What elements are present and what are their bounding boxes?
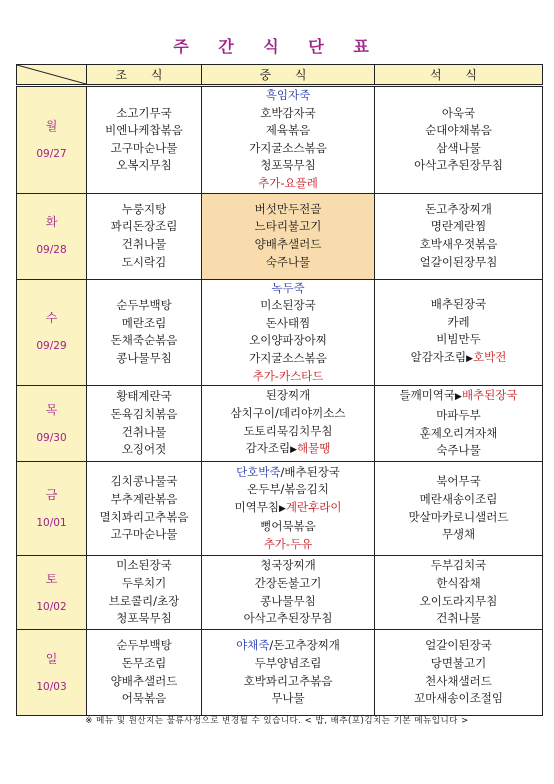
menu-item bbox=[202, 175, 374, 193]
menu-item-text: ▶ bbox=[278, 503, 286, 514]
menu-item bbox=[202, 673, 374, 691]
menu-item-text: 가지굴소스볶음 bbox=[249, 140, 327, 155]
day-cell bbox=[17, 556, 87, 630]
menu-item-text: 도토리묵김치무침 bbox=[243, 423, 333, 438]
menu-item bbox=[375, 314, 542, 332]
menu-item bbox=[202, 518, 374, 536]
menu-item-text: 미소된장국 bbox=[260, 298, 316, 313]
menu-item: 건취나물 bbox=[121, 237, 167, 252]
breakfast-cell bbox=[87, 630, 202, 716]
menu-item: 멸치꽈리고추볶음 bbox=[99, 509, 189, 524]
menu-item-text: 숙주나물 bbox=[436, 443, 481, 458]
breakfast-cell bbox=[87, 86, 202, 194]
day-date: 10/02 bbox=[36, 600, 67, 613]
menu-item-text: 비빔만두 bbox=[436, 332, 481, 347]
day-cell bbox=[17, 279, 87, 386]
header-breakfast: 조 식 bbox=[87, 65, 202, 86]
menu-item-text: 흑임자죽 bbox=[265, 88, 311, 102]
menu-item: 순두부백탕 bbox=[116, 638, 172, 653]
day-row bbox=[17, 386, 543, 462]
menu-item-text: 추가-카스타드 bbox=[252, 368, 324, 383]
menu-item: 브로콜리/초장 bbox=[108, 593, 180, 608]
dinner-cell bbox=[375, 386, 543, 462]
lunch-cell bbox=[202, 279, 375, 386]
menu-item: 순대야채볶음 bbox=[425, 123, 492, 138]
menu-item bbox=[202, 280, 374, 298]
menu-item bbox=[375, 442, 542, 460]
day-cell bbox=[17, 193, 87, 279]
menu-item bbox=[202, 297, 374, 315]
menu-item: 한식잡채 bbox=[436, 576, 481, 591]
dinner-cell bbox=[375, 630, 543, 716]
menu-item: 오복지무침 bbox=[116, 158, 172, 173]
day-row bbox=[17, 556, 543, 630]
menu-item: 두부김치국 bbox=[430, 558, 487, 573]
page-title: 주 간 식 단 표 bbox=[173, 37, 381, 56]
menu-item bbox=[202, 690, 374, 708]
menu-item bbox=[202, 315, 374, 333]
menu-item: 두루치기 bbox=[121, 576, 167, 591]
menu-item: 소고기무국 bbox=[116, 105, 172, 120]
menu-item-text: 훈제오리겨자채 bbox=[419, 425, 498, 440]
menu-item: 청포묵무침 bbox=[116, 611, 172, 626]
menu-item-text: 뻥어묵볶음 bbox=[260, 519, 316, 534]
menu-item: 돈채죽순볶음 bbox=[110, 333, 178, 348]
menu-item: 고구마순나물 bbox=[110, 140, 178, 155]
day-row bbox=[17, 86, 543, 194]
menu-item bbox=[202, 405, 374, 423]
lunch-cell bbox=[202, 193, 375, 279]
menu-item-text: 간장돈불고기 bbox=[254, 576, 322, 591]
menu-item bbox=[202, 368, 374, 386]
menu-item-text: 계란후라이 bbox=[285, 499, 342, 514]
menu-item bbox=[202, 157, 374, 175]
day-date: 10/03 bbox=[36, 680, 67, 693]
dinner-cell bbox=[375, 193, 543, 279]
menu-item: 어묵볶음 bbox=[121, 691, 167, 706]
menu-item: 북어무국 bbox=[436, 474, 481, 489]
menu-item-text: 돈사태찜 bbox=[265, 315, 311, 330]
day-date: 10/01 bbox=[36, 516, 67, 529]
menu-item bbox=[375, 349, 542, 369]
day-cell bbox=[17, 630, 87, 716]
menu-item bbox=[202, 332, 374, 350]
menu-item-text: 된장찌개 bbox=[265, 388, 311, 403]
day-name: 일 bbox=[45, 651, 58, 666]
day-name: 수 bbox=[45, 311, 58, 326]
day-cell bbox=[17, 86, 87, 194]
menu-item: 도시락김 bbox=[121, 254, 167, 269]
menu-item: 얼갈이된장무침 bbox=[419, 254, 498, 269]
menu-item bbox=[375, 387, 542, 407]
menu-item-text: 배추된장국 bbox=[430, 297, 487, 312]
menu-item: 부추계란볶음 bbox=[110, 492, 178, 507]
menu-item bbox=[202, 140, 374, 158]
menu-item-text: 제육볶음 bbox=[265, 123, 311, 138]
menu-item bbox=[202, 236, 374, 254]
menu-item bbox=[202, 87, 374, 105]
menu-item-text: 마파두부 bbox=[436, 408, 481, 423]
menu-item-text: 오이양파장아찌 bbox=[249, 333, 327, 348]
menu-item-text: 미역무침 bbox=[234, 499, 279, 514]
breakfast-cell bbox=[87, 386, 202, 462]
day-row bbox=[17, 630, 543, 716]
menu-item-text: 삼치구이/데리야끼소스 bbox=[230, 406, 346, 421]
menu-item-text: 알감자조림 bbox=[410, 349, 467, 364]
menu-item: 호박새우젓볶음 bbox=[419, 237, 498, 252]
dinner-cell bbox=[375, 86, 543, 194]
menu-item: 오이도라지무침 bbox=[419, 593, 498, 608]
dinner-cell bbox=[375, 556, 543, 630]
menu-item bbox=[202, 593, 374, 611]
menu-item: 미소된장국 bbox=[116, 558, 172, 573]
menu-item bbox=[202, 637, 374, 655]
menu-item-text: 호박꽈리고추볶음 bbox=[243, 673, 333, 688]
day-row bbox=[17, 193, 543, 279]
day-cell bbox=[17, 386, 87, 462]
menu-item bbox=[202, 350, 374, 368]
day-name: 토 bbox=[45, 571, 58, 586]
menu-item-text: 숙주나물 bbox=[265, 254, 311, 269]
dinner-cell bbox=[375, 462, 543, 556]
breakfast-cell bbox=[87, 279, 202, 386]
menu-item: 비엔나케찹볶음 bbox=[105, 123, 183, 138]
menu-item-text: 배추된장국 bbox=[461, 388, 518, 403]
header-row bbox=[17, 65, 543, 86]
menu-item bbox=[202, 423, 374, 441]
menu-item-text: 무나물 bbox=[271, 691, 305, 706]
menu-item-text: 해물땡 bbox=[297, 441, 331, 456]
menu-item: 오징어젓 bbox=[121, 442, 167, 457]
menu-item-text: ▶ bbox=[455, 392, 462, 403]
menu-item: 건취나물 bbox=[436, 611, 481, 626]
menu-item: 김치콩나물국 bbox=[110, 474, 178, 489]
menu-item bbox=[202, 655, 374, 673]
menu-item: 순두부백탕 bbox=[116, 298, 172, 313]
menu-item: 무생채 bbox=[441, 527, 476, 542]
menu-item: 아욱국 bbox=[441, 105, 476, 120]
breakfast-cell bbox=[87, 193, 202, 279]
day-name: 목 bbox=[45, 402, 58, 417]
menu-item: 얼갈이된장국 bbox=[425, 638, 492, 653]
menu-item: 꼬마새송이조절임 bbox=[414, 691, 503, 706]
menu-item-text: 감자조림 bbox=[245, 441, 291, 456]
menu-item-text: 온두부/볶음김치 bbox=[247, 482, 329, 497]
menu-item: 메란새송이조림 bbox=[419, 492, 498, 507]
day-date: 09/28 bbox=[36, 244, 67, 257]
day-cell bbox=[17, 462, 87, 556]
breakfast-cell bbox=[87, 462, 202, 556]
menu-item-text: 양배추샐러드 bbox=[254, 237, 322, 252]
menu-item bbox=[202, 440, 374, 460]
day-name: 월 bbox=[45, 118, 58, 133]
menu-item-text: 청포묵무침 bbox=[260, 158, 316, 173]
menu-item-text: 추가-요플레 bbox=[258, 175, 318, 190]
menu-item: 황태계란국 bbox=[116, 389, 172, 404]
menu-item bbox=[202, 201, 374, 219]
menu-item-text: 호박전 bbox=[473, 349, 507, 364]
corner-cell bbox=[17, 65, 87, 86]
menu-item-text: 추가-두유 bbox=[263, 537, 313, 552]
footnote: ※ 메뉴 및 원산지는 물류사정으로 변경될 수 있습니다. < 밥, 배추(포)김치는 기본 메뉴입니다 > bbox=[85, 716, 469, 726]
menu-item: 돈고추장찌개 bbox=[425, 201, 492, 216]
menu-item bbox=[375, 425, 542, 443]
day-row bbox=[17, 462, 543, 556]
day-row bbox=[17, 279, 543, 386]
menu-item-text: 단호박죽 bbox=[236, 464, 281, 479]
day-date: 09/27 bbox=[36, 147, 67, 160]
menu-item-text: 카레 bbox=[447, 314, 470, 329]
menu-item: 메란조림 bbox=[121, 315, 167, 330]
menu-item bbox=[202, 464, 374, 482]
menu-item-text: 버섯만두전골 bbox=[254, 201, 322, 216]
menu-item: 명란계란찜 bbox=[430, 219, 487, 234]
menu-item-text: 청국장찌개 bbox=[260, 558, 316, 573]
dinner-cell bbox=[375, 279, 543, 386]
menu-item: 아삭고추된장무침 bbox=[414, 158, 503, 173]
day-date: 09/30 bbox=[36, 431, 67, 444]
menu-item: 맛살마카로니샐러드 bbox=[408, 509, 509, 524]
menu-item bbox=[202, 481, 374, 499]
menu-item: 꽈리돈장조림 bbox=[110, 219, 178, 234]
menu-item-text: 야채죽 bbox=[236, 638, 270, 653]
day-name: 금 bbox=[45, 487, 58, 502]
menu-item: 건취나물 bbox=[121, 424, 167, 439]
menu-item-text: 아삭고추된장무침 bbox=[243, 611, 333, 626]
menu-item: 돈육김치볶음 bbox=[110, 407, 178, 422]
menu-item: 고구마순나물 bbox=[110, 527, 178, 542]
menu-item-text: 콩나물무침 bbox=[260, 593, 316, 608]
lunch-cell bbox=[202, 630, 375, 716]
menu-item bbox=[202, 536, 374, 554]
menu-item-text: ▶ bbox=[466, 353, 474, 364]
menu-item-text: 가지굴소스볶음 bbox=[249, 350, 327, 365]
menu-item: 콩나물무침 bbox=[116, 350, 172, 365]
lunch-cell bbox=[202, 462, 375, 556]
day-date: 09/29 bbox=[36, 340, 67, 353]
menu-item: 삼색나물 bbox=[436, 140, 481, 155]
menu-item-text: /배추된장국 bbox=[280, 464, 340, 479]
menu-item bbox=[375, 331, 542, 349]
menu-item bbox=[375, 296, 542, 314]
breakfast-cell bbox=[87, 556, 202, 630]
lunch-cell bbox=[202, 556, 375, 630]
menu-item-text: 두부양념조림 bbox=[254, 656, 322, 671]
menu-item bbox=[202, 610, 374, 628]
weekly-menu-table bbox=[16, 64, 543, 716]
menu-item-text: ▶ bbox=[290, 445, 298, 456]
menu-item-text: 들깨미역국 bbox=[399, 388, 456, 403]
menu-item-text: 느타리불고기 bbox=[254, 219, 322, 234]
menu-item bbox=[202, 105, 374, 123]
menu-item-text: 녹두죽 bbox=[271, 280, 305, 295]
menu-item bbox=[202, 499, 374, 519]
menu-item bbox=[202, 387, 374, 405]
menu-item: 누룽지탕 bbox=[121, 201, 167, 216]
menu-item bbox=[202, 254, 374, 272]
lunch-cell bbox=[202, 86, 375, 194]
menu-item bbox=[202, 218, 374, 236]
menu-item bbox=[202, 122, 374, 140]
menu-item: 당면불고기 bbox=[430, 656, 487, 671]
menu-item: 돈무조림 bbox=[121, 656, 167, 671]
lunch-cell bbox=[202, 386, 375, 462]
header-dinner: 석 식 bbox=[375, 65, 543, 86]
menu-item-text: 호박감자국 bbox=[260, 105, 316, 120]
menu-item bbox=[202, 557, 374, 575]
menu-item bbox=[202, 575, 374, 593]
menu-item-text: /돈고추장찌개 bbox=[269, 638, 340, 653]
menu-item: 양배추샐러드 bbox=[110, 673, 178, 688]
menu-item: 천사채샐러드 bbox=[425, 673, 492, 688]
header-lunch: 중 식 bbox=[202, 65, 375, 86]
day-name: 화 bbox=[45, 215, 58, 230]
menu-item bbox=[375, 407, 542, 425]
